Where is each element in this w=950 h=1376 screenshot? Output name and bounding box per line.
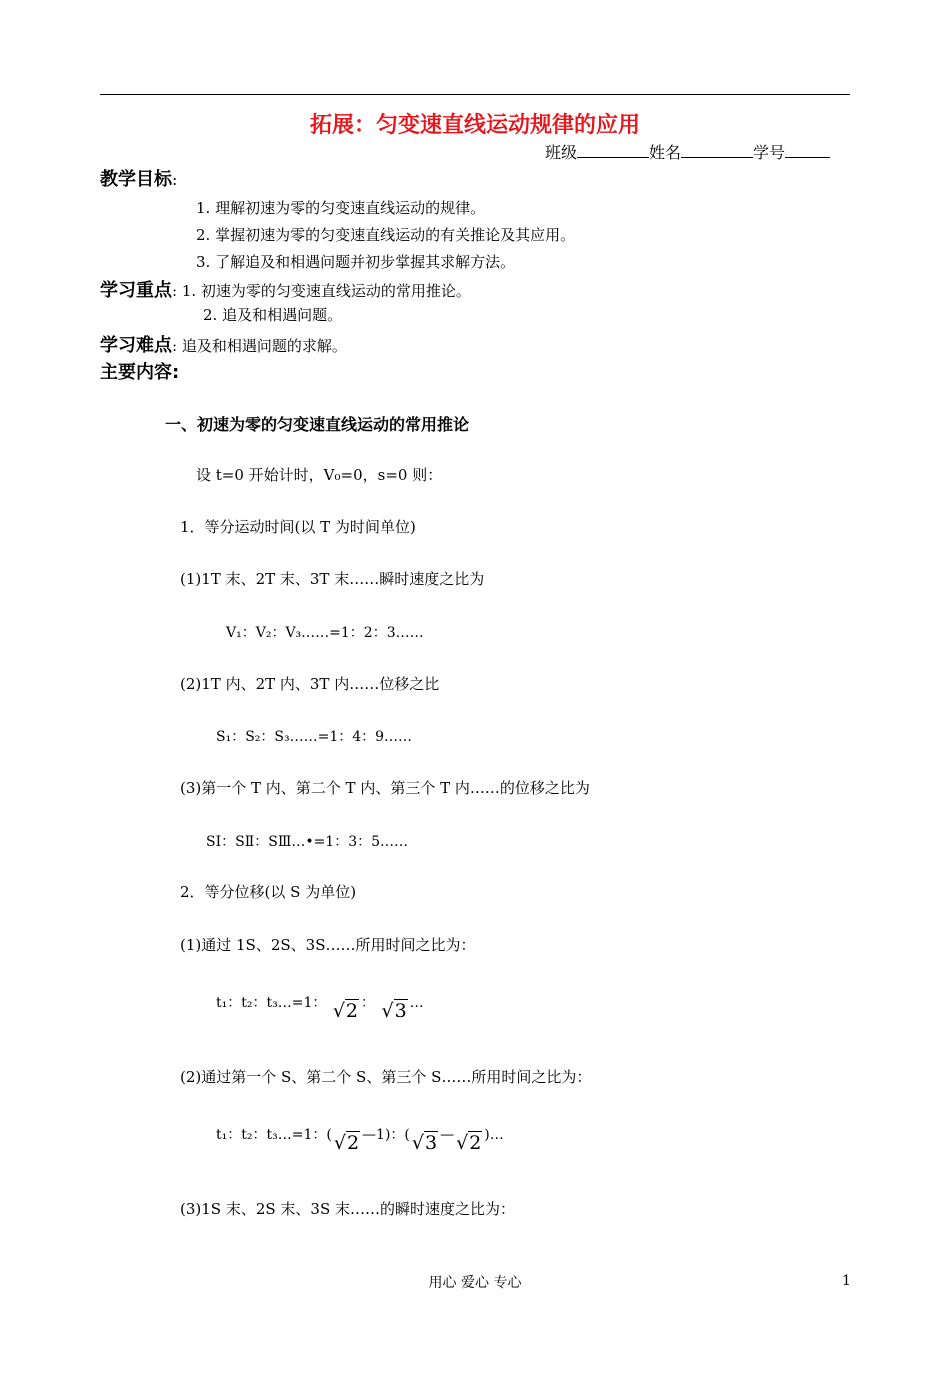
q1-formula-prefix: t₁：t₂：t₃…=1： xyxy=(216,995,327,1011)
part2-title: 2．等分位移(以 S 为单位) xyxy=(180,883,357,901)
sqrt-2: √2 xyxy=(456,1132,482,1154)
key-point-1: 1. 初速为零的匀变速直线运动的常用推论。 xyxy=(181,282,471,300)
section1-title: 一、初速为零的匀变速直线运动的常用推论 xyxy=(165,415,470,434)
class-blank[interactable] xyxy=(577,143,649,158)
page-title: 拓展：匀变速直线运动规律的应用 xyxy=(309,113,640,138)
name-blank[interactable] xyxy=(681,143,753,158)
q1-formula: t₁：t₂：t₃…=1： √2 ： √3 … xyxy=(216,995,424,1022)
key-point-2: 2. 追及和相遇问题。 xyxy=(203,306,343,324)
footer-center: 用心 爱心 专心 xyxy=(428,1275,522,1291)
p1-text: (1)1T 末、2T 末、3T 末……瞬时速度之比为 xyxy=(180,570,485,588)
class-label: 班级 xyxy=(545,143,578,162)
q2-text: (2)通过第一个 S、第二个 S、第三个 S……所用时间之比为： xyxy=(180,1068,592,1086)
p1-formula: V₁：V₂：V₃……=1：2：3…… xyxy=(226,625,424,641)
name-label: 姓名 xyxy=(649,143,682,162)
sqrt-3: √3 xyxy=(411,1132,438,1154)
goals-colon: : xyxy=(172,170,178,189)
header-rule xyxy=(100,94,850,95)
setup-text: 设 t=0 开始计时，V₀=0，s=0 则： xyxy=(196,466,443,484)
q1-text: (1)通过 1S、2S、3S……所用时间之比为： xyxy=(180,936,476,954)
p3-text: (3)第一个 T 内、第二个 T 内、第三个 T 内……的位移之比为 xyxy=(180,779,590,797)
p3-formula: SⅠ：SⅡ：SⅢ…•=1：3：5…… xyxy=(206,834,409,850)
id-blank[interactable] xyxy=(785,143,830,158)
difficulty-text: 追及和相遇问题的求解。 xyxy=(181,337,347,355)
q2-formula-prefix: t₁：t₂：t₃…=1：( xyxy=(216,1127,332,1143)
q2-formula: t₁：t₂：t₃…=1：( √2 —1)：( √3 — √2 )… xyxy=(216,1127,504,1154)
difficulty-line: 学习难点: 追及和相遇问题的求解。 xyxy=(100,335,347,356)
sqrt-2: √2 xyxy=(332,1000,359,1022)
sqrt-2: √2 xyxy=(333,1132,360,1154)
p2-formula: S₁：S₂：S₃……=1：4：9…… xyxy=(216,729,413,745)
q3-text: (3)1S 末、2S 末、3S 末……的瞬时速度之比为： xyxy=(180,1200,516,1218)
difficulty-heading: 学习难点 xyxy=(100,335,172,356)
goals-heading-line xyxy=(100,165,177,191)
student-info-fields xyxy=(545,140,830,163)
id-label: 学号 xyxy=(753,143,786,162)
part1-title: 1．等分运动时间(以 T 为时间单位) xyxy=(180,518,416,536)
goal-item-1: 1. 理解初速为零的匀变速直线运动的规律。 xyxy=(196,199,486,217)
goal-item-3: 3. 了解追及和相遇问题并初步掌握其求解方法。 xyxy=(196,253,516,271)
p2-text: (2)1T 内、2T 内、3T 内……位移之比 xyxy=(180,675,440,693)
goals-heading: 教学目标 xyxy=(100,169,172,190)
sqrt-3: √3 xyxy=(381,1000,407,1022)
main-content-heading: 主要内容: xyxy=(100,362,180,383)
key-points-heading: 学习重点 xyxy=(100,280,172,301)
goal-item-2: 2. 掌握初速为零的匀变速直线运动的有关推论及其应用。 xyxy=(196,226,576,244)
key-points-line: 学习重点: 1. 初速为零的匀变速直线运动的常用推论。 xyxy=(100,280,471,301)
page-number: 1 xyxy=(842,1273,851,1289)
